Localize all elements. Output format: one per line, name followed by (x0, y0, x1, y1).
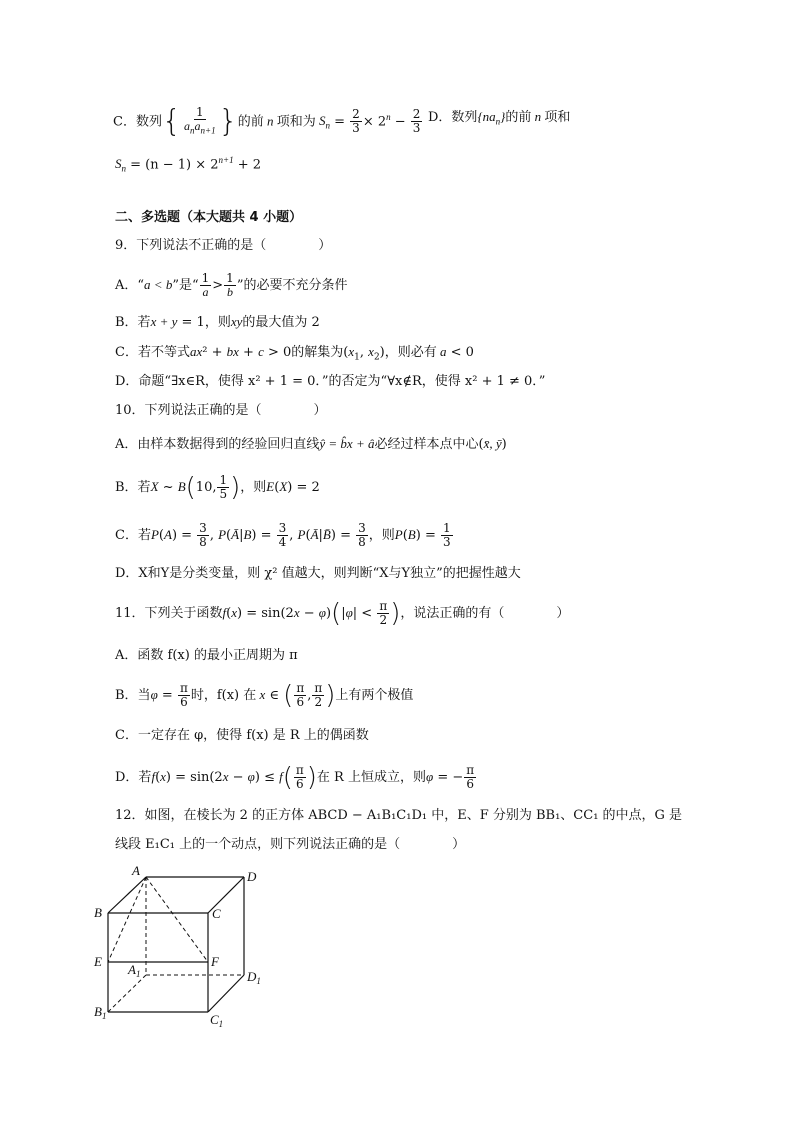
vertex-f: F (211, 954, 219, 969)
q9-option-a: A．“a < b”是“ $\frac{1}{a}$ > $\frac{1}{b}$ ”的必要不充分条件 (115, 271, 348, 299)
q9-stem: 9．下列说法不正确的是（ ） (115, 238, 332, 253)
q9-option-c: C．若不等式ax² + bx + c > 0的解集为($x_1$, $x_2$)，则必有 a < 0 (115, 344, 474, 363)
q9-option-d: D．命题“∃x∈R，使得 x² + 1 = 0．”的否定为“∀x∉R，使得 x² + 1 ≠ 0．” (115, 374, 546, 389)
right-brace: } (218, 103, 238, 139)
q10-option-c: C．若P(A) = $\frac{3}{8}$ , P(Ā|B) = $\frac{3}{4}$ , P(Ā|B̄) = $\frac{3}{8}$ ，则P(B) = $\frac{1}{3}$ (115, 521, 451, 549)
vertex-b1: $B_1$ (94, 1004, 107, 1021)
left-brace: { (161, 103, 182, 139)
q11-option-d: D．若f(x) = sin(2x − φ) ≤ f( $\frac{\pi}{6}$ )在 R 上恒成立，则φ = − $\frac{\pi}{6}$ (115, 762, 475, 793)
prev-option-c: C．数列{ $\frac{1}{a_na_{n+1}}$ }的前 n 项和为 $S_n$ = $\frac{2}{3}$ × $2^n$ − $\frac{2}{3}$ (113, 103, 421, 139)
q11-option-b: B．当φ = $\frac{\pi}{6}$ 时，f(x) 在 x ∈ ( $\frac{\pi}{6}$ , $\frac{\pi}{2}$ )上有两个极值 (115, 680, 414, 711)
vertex-a1: $A_1$ (128, 962, 141, 979)
vertex-a: A (132, 863, 140, 878)
q11-option-a: A．函数 f(x) 的最小正周期为 π (115, 648, 298, 663)
vertex-c: C (212, 906, 221, 921)
q10-option-a: A．由样本数据得到的经验回归直线ŷ = b̂x + â必经过样本点中心(x̄, ȳ) (115, 436, 507, 452)
q11-stem: 11．下列关于函数f(x) = sin(2x − φ)(|φ| < $\frac{\pi}{2}$ )，说法正确的有（ ） (115, 598, 570, 629)
vertex-c1: $C_1$ (210, 1012, 224, 1029)
prev-option-d: D．数列$\{na_n\}$的前 n 项和 (428, 109, 571, 127)
q10-option-b: B．若X ~ B(10, $\frac{1}{5}$ )，则E(X) = 2 (115, 472, 320, 503)
vertex-e: E (94, 954, 102, 969)
q12-line-2: 线段 E₁C₁ 上的一个动点，则下列说法正确的是（ ） (115, 837, 466, 852)
vertex-d: D (247, 869, 257, 884)
vertex-d1: $D_1$ (247, 969, 261, 986)
q10-stem: 10．下列说法正确的是（ ） (115, 403, 327, 418)
prev-option-d-formula: $S_n = (n - 1) \times 2^{n+1} + 2$ (115, 155, 262, 174)
vertex-b: B (94, 905, 102, 920)
cube-figure (88, 860, 288, 1030)
q12-line-1: 12．如图，在棱长为 2 的正方体 ABCD − A₁B₁C₁D₁ 中，E、F 分别为 BB₁、CC₁ 的中点，G 是 (115, 808, 683, 823)
q9-option-b: B．若x + y = 1，则xy的最大值为 2 (115, 314, 320, 330)
section-title: 二、多选题（本大题共 4 小题） (115, 210, 303, 225)
fraction: $\frac{1}{a_na_{n+1}}$ (184, 105, 216, 136)
q10-option-d: D．X和Y是分类变量，则 χ² 值越大，则判断“X与Y独立”的把握性越大 (115, 566, 521, 581)
q11-option-c: C．一定存在 φ，使得 f(x) 是 R 上的偶函数 (115, 728, 369, 743)
